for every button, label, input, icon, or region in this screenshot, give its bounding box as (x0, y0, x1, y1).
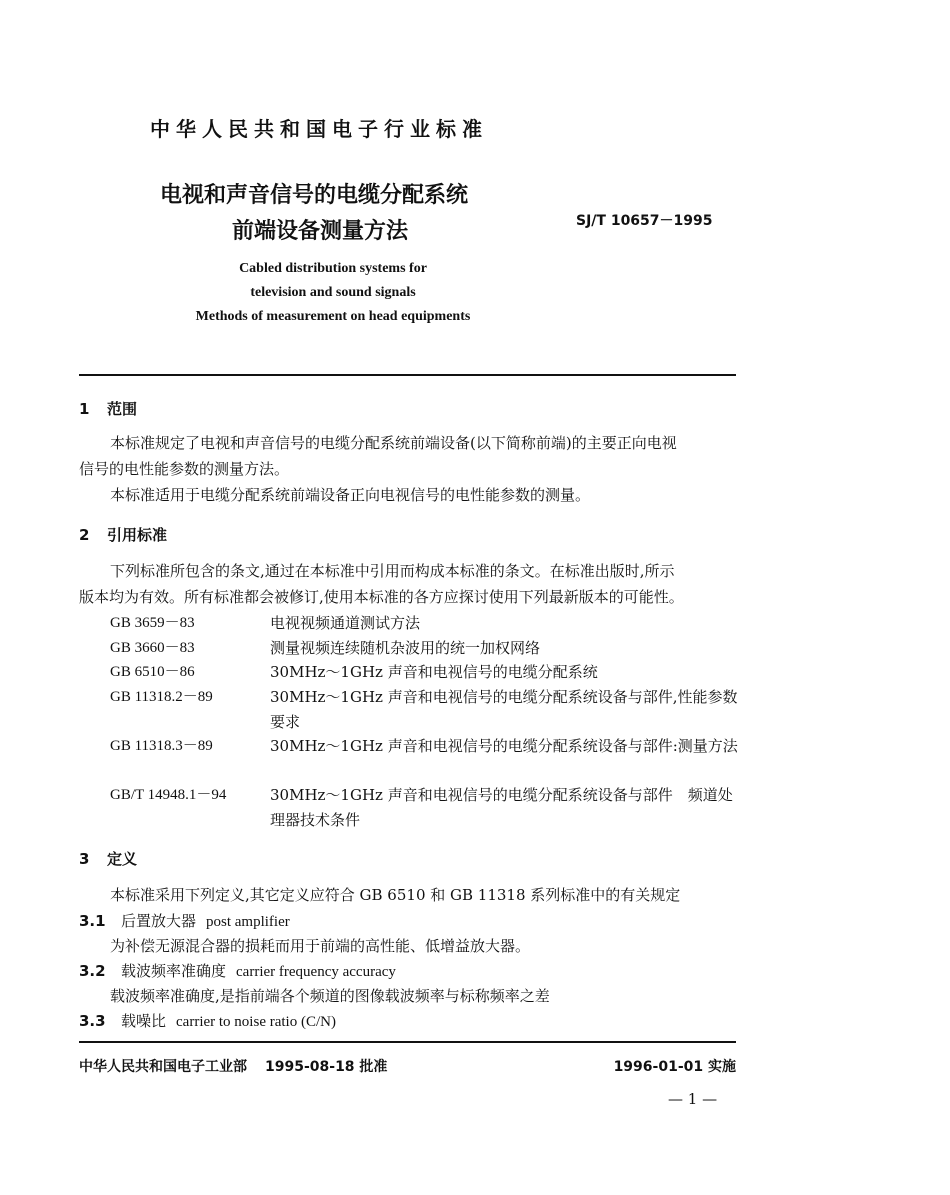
title-en-line3: Methods of measurement on head equipments (195, 309, 471, 324)
section-1-para1-line1: 本标准规定了电视和声音信号的电缆分配系统前端设备(以下简称前端)的主要正向电视 (110, 434, 677, 452)
page-number: — 1 — (668, 1090, 718, 1108)
title-zh-line1: 电视和声音信号的电缆分配系统 (160, 183, 469, 208)
reference-code: GB 11318.3－89 (110, 738, 213, 754)
section-2-heading (79, 524, 167, 545)
section-1-para1-line2: 信号的电性能参数的测量方法。 (79, 460, 290, 478)
title-zh-line2: 前端设备测量方法 (232, 219, 409, 244)
section-3-intro: 本标准采用下列定义,其它定义应符合 GB 6510 和 GB 11318 系列标准中的有关规定 (110, 886, 681, 904)
term-en: carrier to noise ratio (C/N) (176, 1014, 336, 1030)
reference-title: 电视视频通道测试方法 (270, 614, 421, 632)
reference-title: 30MHz～1GHz 声音和电视信号的电缆分配系统设备与部件,性能参数要求 (270, 688, 738, 731)
section-1-para2: 本标准适用于电缆分配系统前端设备正向电视信号的电性能参数的测量。 (110, 486, 591, 504)
footer-approved: 1995-08-18 批准 (265, 1059, 388, 1075)
reference-code: GB/T 14948.1－94 (110, 787, 227, 803)
reference-title: 30MHz～1GHz 声音和电视信号的电缆分配系统设备与部件:测量方法 (270, 737, 738, 755)
section-number: 2 (79, 526, 90, 544)
term-en: post amplifier (206, 914, 290, 930)
term-number: 3.3 (79, 1012, 106, 1030)
term-3-2 (79, 960, 396, 981)
reference-title: 测量视频连续随机杂波用的统一加权网络 (270, 639, 541, 657)
term-zh: 载噪比 (121, 1012, 167, 1030)
section-2-para-line1: 下列标准所包含的条文,通过在本标准中引用而构成本标准的条文。在标准出版时,所示 (110, 562, 675, 580)
footer-implemented: 1996-01-01 实施 (613, 1059, 736, 1075)
footer-rule (79, 1041, 736, 1043)
standard-category: 中华人民共和国电子行业标准 (150, 117, 488, 141)
reference-code: GB 3660－83 (110, 640, 195, 656)
title-en-line1: Cabled distribution systems for (239, 261, 427, 276)
title-en-line2: television and sound signals (250, 285, 416, 300)
term-number: 3.1 (79, 912, 106, 930)
term-3-1 (79, 910, 290, 931)
section-2-para-line2: 版本均为有效。所有标准都会被修订,使用本标准的各方应探讨使用下列最新版本的可能性。 (79, 588, 684, 606)
term-zh: 载波频率准确度 (121, 962, 227, 980)
section-title: 范围 (107, 400, 138, 418)
footer-issuer: 中华人民共和国电子工业部 (79, 1059, 247, 1075)
reference-title: 30MHz～1GHz 声音和电视信号的电缆分配系统设备与部件 频道处理器技术条件 (270, 786, 733, 829)
reference-code: GB 6510－86 (110, 664, 195, 680)
section-3-heading (79, 848, 137, 869)
section-title: 定义 (107, 850, 138, 868)
reference-code: GB 11318.2－89 (110, 689, 213, 705)
section-1-heading (79, 398, 137, 419)
term-3-3 (79, 1010, 336, 1031)
term-3-1-definition: 为补偿无源混合器的损耗而用于前端的高性能、低增益放大器。 (110, 937, 531, 955)
section-number: 1 (79, 400, 90, 418)
term-en: carrier frequency accuracy (236, 964, 396, 980)
reference-code: GB 3659－83 (110, 615, 195, 631)
standard-code: SJ/T 10657－1995 (576, 213, 713, 229)
header-rule (79, 374, 736, 376)
section-title: 引用标准 (107, 526, 168, 544)
section-number: 3 (79, 850, 90, 868)
footer-issuer-approval (79, 1056, 387, 1076)
term-number: 3.2 (79, 962, 106, 980)
term-zh: 后置放大器 (121, 912, 197, 930)
term-3-2-definition: 载波频率准确度,是指前端各个频道的图像载波频率与标称频率之差 (110, 987, 550, 1005)
reference-title: 30MHz～1GHz 声音和电视信号的电缆分配系统 (270, 663, 598, 681)
